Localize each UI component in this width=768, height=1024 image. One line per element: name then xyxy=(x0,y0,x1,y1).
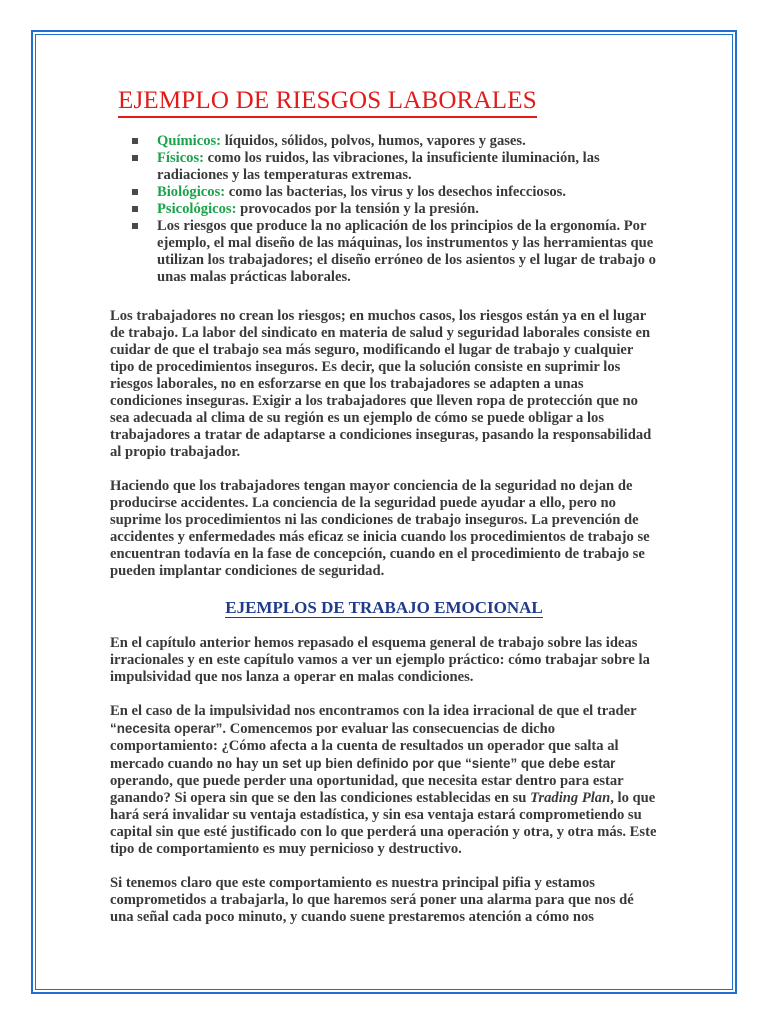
document-body xyxy=(110,86,658,943)
paragraph-text: , lo que hará será invalidar su ventaja estadística, y sin esa ventaja estará comprometiendo su capital sin que esté justificado con lo que perderá una operación y otra, y otra más. Este tipo de comportamiento es muy pernicioso y destructivo. xyxy=(110,790,657,857)
risk-term: Psicológicos: xyxy=(157,201,237,217)
bullet-icon xyxy=(132,206,138,212)
risk-text: líquidos, sólidos, polvos, humos, vapores y gases. xyxy=(221,133,526,149)
paragraph-text: . Comencemos por evaluar las consecuencias de dicho comportamiento: ¿Cómo afecta a la cuenta de resultados un operador que salta al mercado cuando no hay un xyxy=(110,721,619,772)
risk-item-fisicos xyxy=(110,150,658,184)
risk-term: Físicos: xyxy=(157,150,205,166)
section-title xyxy=(110,597,658,619)
paragraph-alarma: Si tenemos claro que este comportamiento es nuestra principal pifia y estamos comprometidos a trabajarla, lo que haremos será poner una alarma para que nos dé una señal cada poco minuto, y cuando suene prestaremos atención a cómo nos xyxy=(110,875,634,925)
risk-item-biologicos xyxy=(110,184,658,201)
trading-plan-term: Trading Plan xyxy=(530,790,611,806)
paragraph-impulsividad xyxy=(110,703,658,858)
risk-text: Los riesgos que produce la no aplicación de los principios de la ergonomía. Por ejemplo, el mal diseño de las máquinas, los instrumentos y las herramientas que utilizan los trabajadores; el diseño erróneo de los asientos y el lugar de trabajo o unas malas prácticas laborales. xyxy=(157,218,656,285)
paragraph-capitulo: En el capítulo anterior hemos repasado el esquema general de trabajo sobre las ideas irracionales y en este capítulo vamos a ver un ejemplo práctico: cómo trabajar sobre la impulsividad que nos lanza a operar en malas condiciones. xyxy=(110,635,650,685)
section-title-text: EJEMPLOS DE TRABAJO EMOCIONAL xyxy=(225,598,543,617)
risk-text: provocados por la tensión y la presión. xyxy=(236,201,479,217)
quoted-phrase: “necesita operar” xyxy=(110,721,223,736)
risk-item-psicologicos xyxy=(110,201,658,218)
paragraph-riesgos: Los trabajadores no crean los riesgos; en muchos casos, los riesgos están ya en el lugar de trabajo. La labor del sindicato en materia de salud y seguridad laborales consiste en cuidar de que el trabajo sea más seguro, modificando el lugar de trabajo y cualquier tipo de procedimientos inseguros. Es decir, que la solución consiste en suprimir los riesgos laborales, no en esforzarse en que los trabajadores se adapten a unas condiciones inseguras. Exigir a los trabajadores que lleven ropa de protección que no sea adecuada al clima de su región es un ejemplo de cómo se puede obligar a los trabajadores a tratar de adaptarse a condiciones inseguras, pasando la responsabilidad al propio trabajador. xyxy=(110,308,652,460)
main-title: EJEMPLO DE RIESGOS LABORALES xyxy=(118,86,537,118)
bullet-icon xyxy=(132,223,138,229)
risk-term: Químicos: xyxy=(157,133,222,149)
paragraph-text: En el caso de la impulsividad nos encontramos con la idea irracional de que el trader xyxy=(110,703,637,719)
risk-item-ergonomia xyxy=(110,218,658,286)
bullet-icon xyxy=(132,155,138,161)
risk-term: Biológicos: xyxy=(157,184,226,200)
risk-text: como los ruidos, las vibraciones, la insuficiente iluminación, las radiaciones y las temperaturas extremas. xyxy=(157,150,600,183)
risk-list xyxy=(110,133,658,286)
paragraph-text: operando, que puede perder una oportunidad, que necesita estar dentro para estar ganando? Si opera sin que se den las condiciones establecidas en su xyxy=(110,773,624,806)
quoted-phrase: set up bien definido por que “siente” que debe estar xyxy=(282,756,616,771)
risk-text: como las bacterias, los virus y los desechos infecciosos. xyxy=(225,184,567,200)
risk-item-quimicos xyxy=(110,133,658,150)
bullet-icon xyxy=(132,138,138,144)
paragraph-conciencia: Haciendo que los trabajadores tengan mayor conciencia de la seguridad no dejan de producirse accidentes. La conciencia de la seguridad puede ayudar a ello, pero no suprime los procedimientos ni las condiciones de trabajo inseguros. La prevención de accidentes y enfermedades más eficaz se inicia cuando los procedimientos de trabajo se encuentran todavía en la fase de concepción, cuando en el procedimiento de trabajo se pueden implantar condiciones de seguridad. xyxy=(110,478,650,579)
bullet-icon xyxy=(132,189,138,195)
